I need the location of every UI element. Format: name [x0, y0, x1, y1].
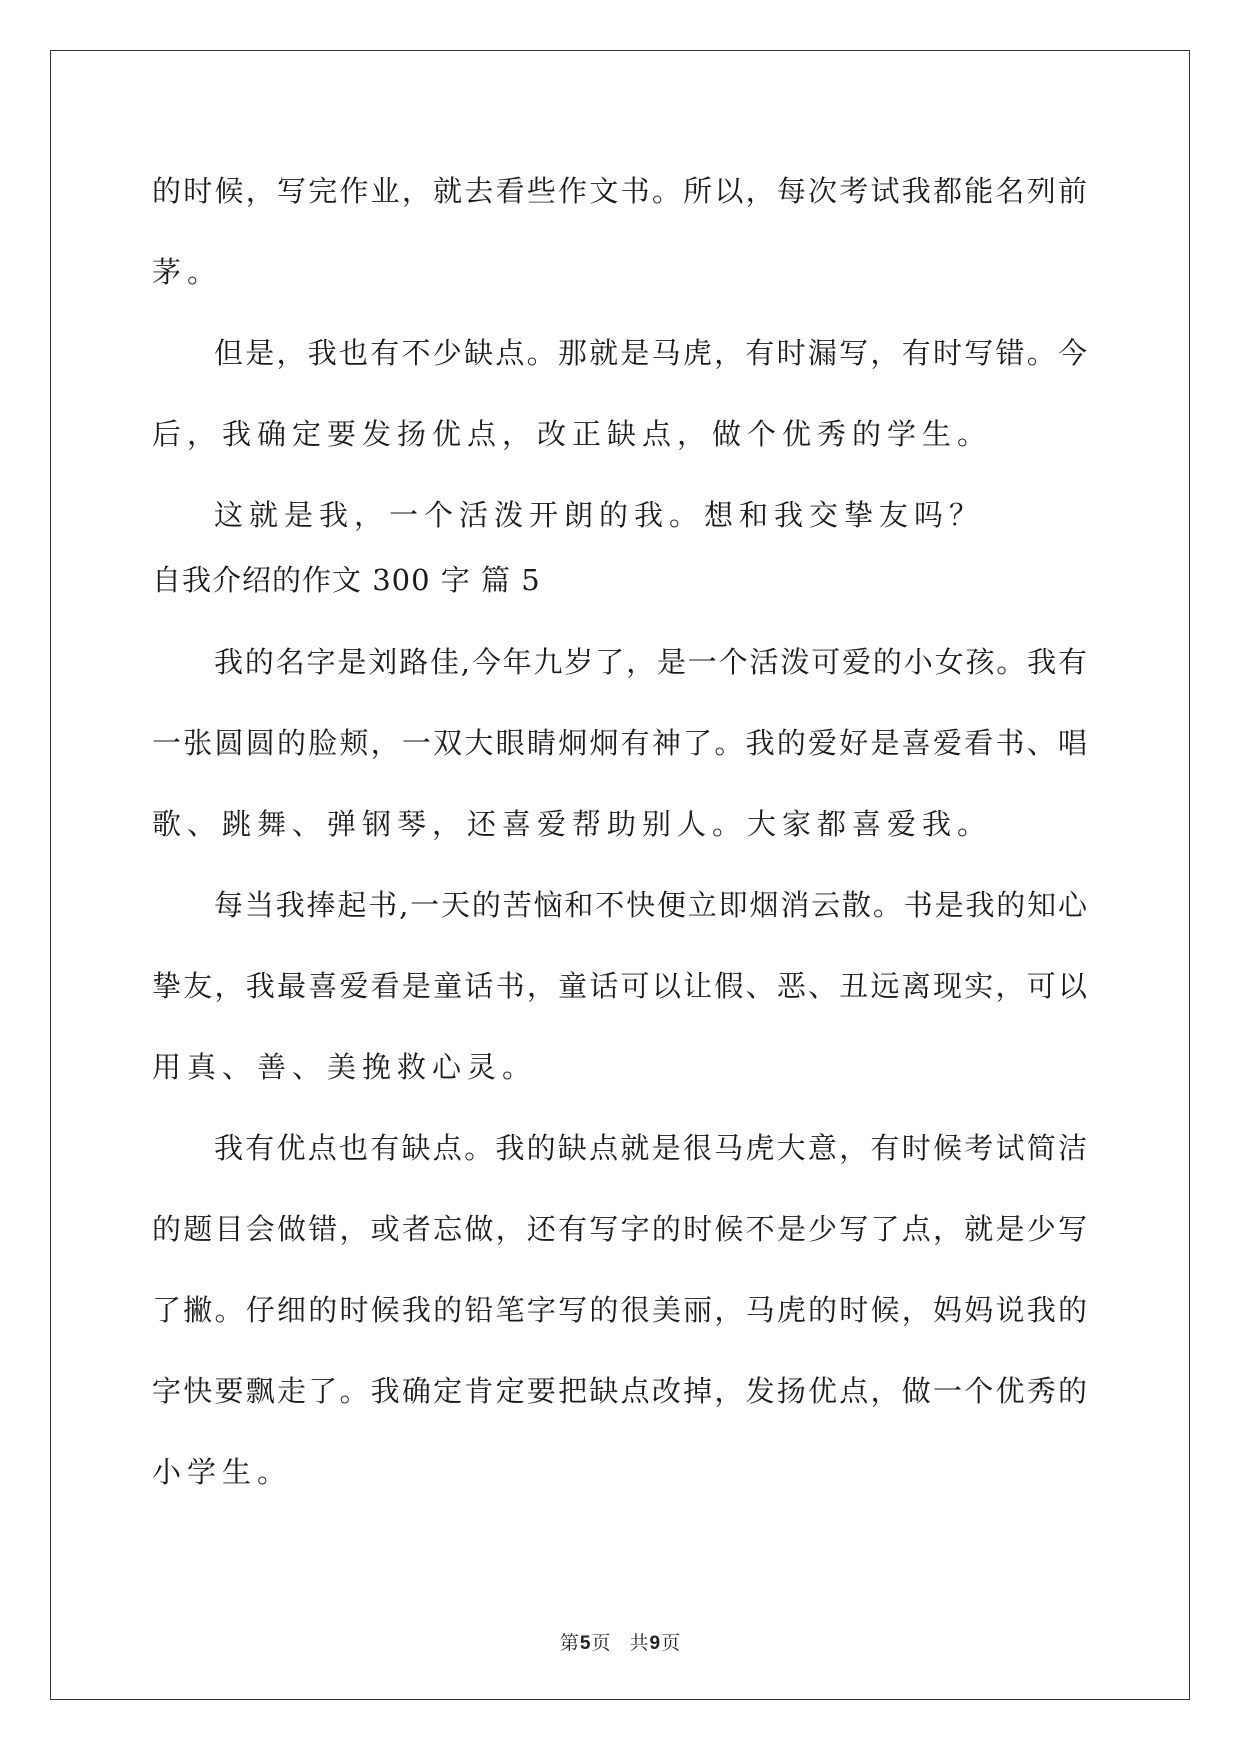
text-line-1: 的时候，写完作业，就去看些作文书。所以，每次考试我都能名列前: [152, 174, 1087, 208]
text-line-5: 这就是我，一个活泼开朗的我。想和我交挚友吗？: [214, 498, 985, 532]
page-suffix: 页: [591, 1632, 612, 1654]
text-line-11: 挚友，我最喜爱看是童话书，童话可以让假、恶、丑远离现实，可以: [152, 969, 1087, 1003]
text-line-13: 我有优点也有缺点。我的缺点就是很马虎大意，有时候考试简洁: [214, 1131, 1087, 1165]
text-line-7: 我的名字是刘路佳,今年九岁了，是一个活泼可爱的小女孩。我有: [214, 645, 1087, 679]
text-line-16: 字快要飘走了。我确定肯定要把缺点改掉，发扬优点，做一个优秀的: [152, 1374, 1087, 1408]
page-number: 5: [579, 1633, 592, 1654]
text-line-3: 但是，我也有不少缺点。那就是马虎，有时漏写，有时写错。今: [214, 336, 1087, 370]
text-line-2: 茅。: [152, 255, 223, 289]
document-body: [152, 160, 1087, 1522]
page-prefix: 第: [559, 1632, 580, 1654]
text-line-17: 小学生。: [152, 1455, 293, 1489]
page-footer: [0, 1628, 1241, 1655]
section-heading: 自我介绍的作文 300 字 篇 5: [152, 563, 541, 597]
total-pages: 9: [649, 1633, 662, 1654]
text-line-14: 的题目会做错，或者忘做，还有写字的时候不是少写了点，就是少写: [152, 1212, 1087, 1246]
text-line-12: 用真、善、美挽救心灵。: [152, 1050, 538, 1084]
text-line-4: 后，我确定要发扬优点，改正缺点，做个优秀的学生。: [152, 417, 993, 451]
text-line-10: 每当我捧起书,一天的苦恼和不快便立即烟消云散。书是我的知心: [214, 888, 1087, 922]
text-line-9: 歌、跳舞、弹钢琴，还喜爱帮助别人。大家都喜爱我。: [152, 807, 993, 841]
total-prefix: 共: [629, 1632, 650, 1654]
text-line-15: 了撇。仔细的时候我的铅笔字写的很美丽，马虎的时候，妈妈说我的: [152, 1293, 1087, 1327]
text-line-8: 一张圆圆的脸颊，一双大眼睛炯炯有神了。我的爱好是喜爱看书、唱: [152, 726, 1087, 760]
total-suffix: 页: [661, 1632, 682, 1654]
